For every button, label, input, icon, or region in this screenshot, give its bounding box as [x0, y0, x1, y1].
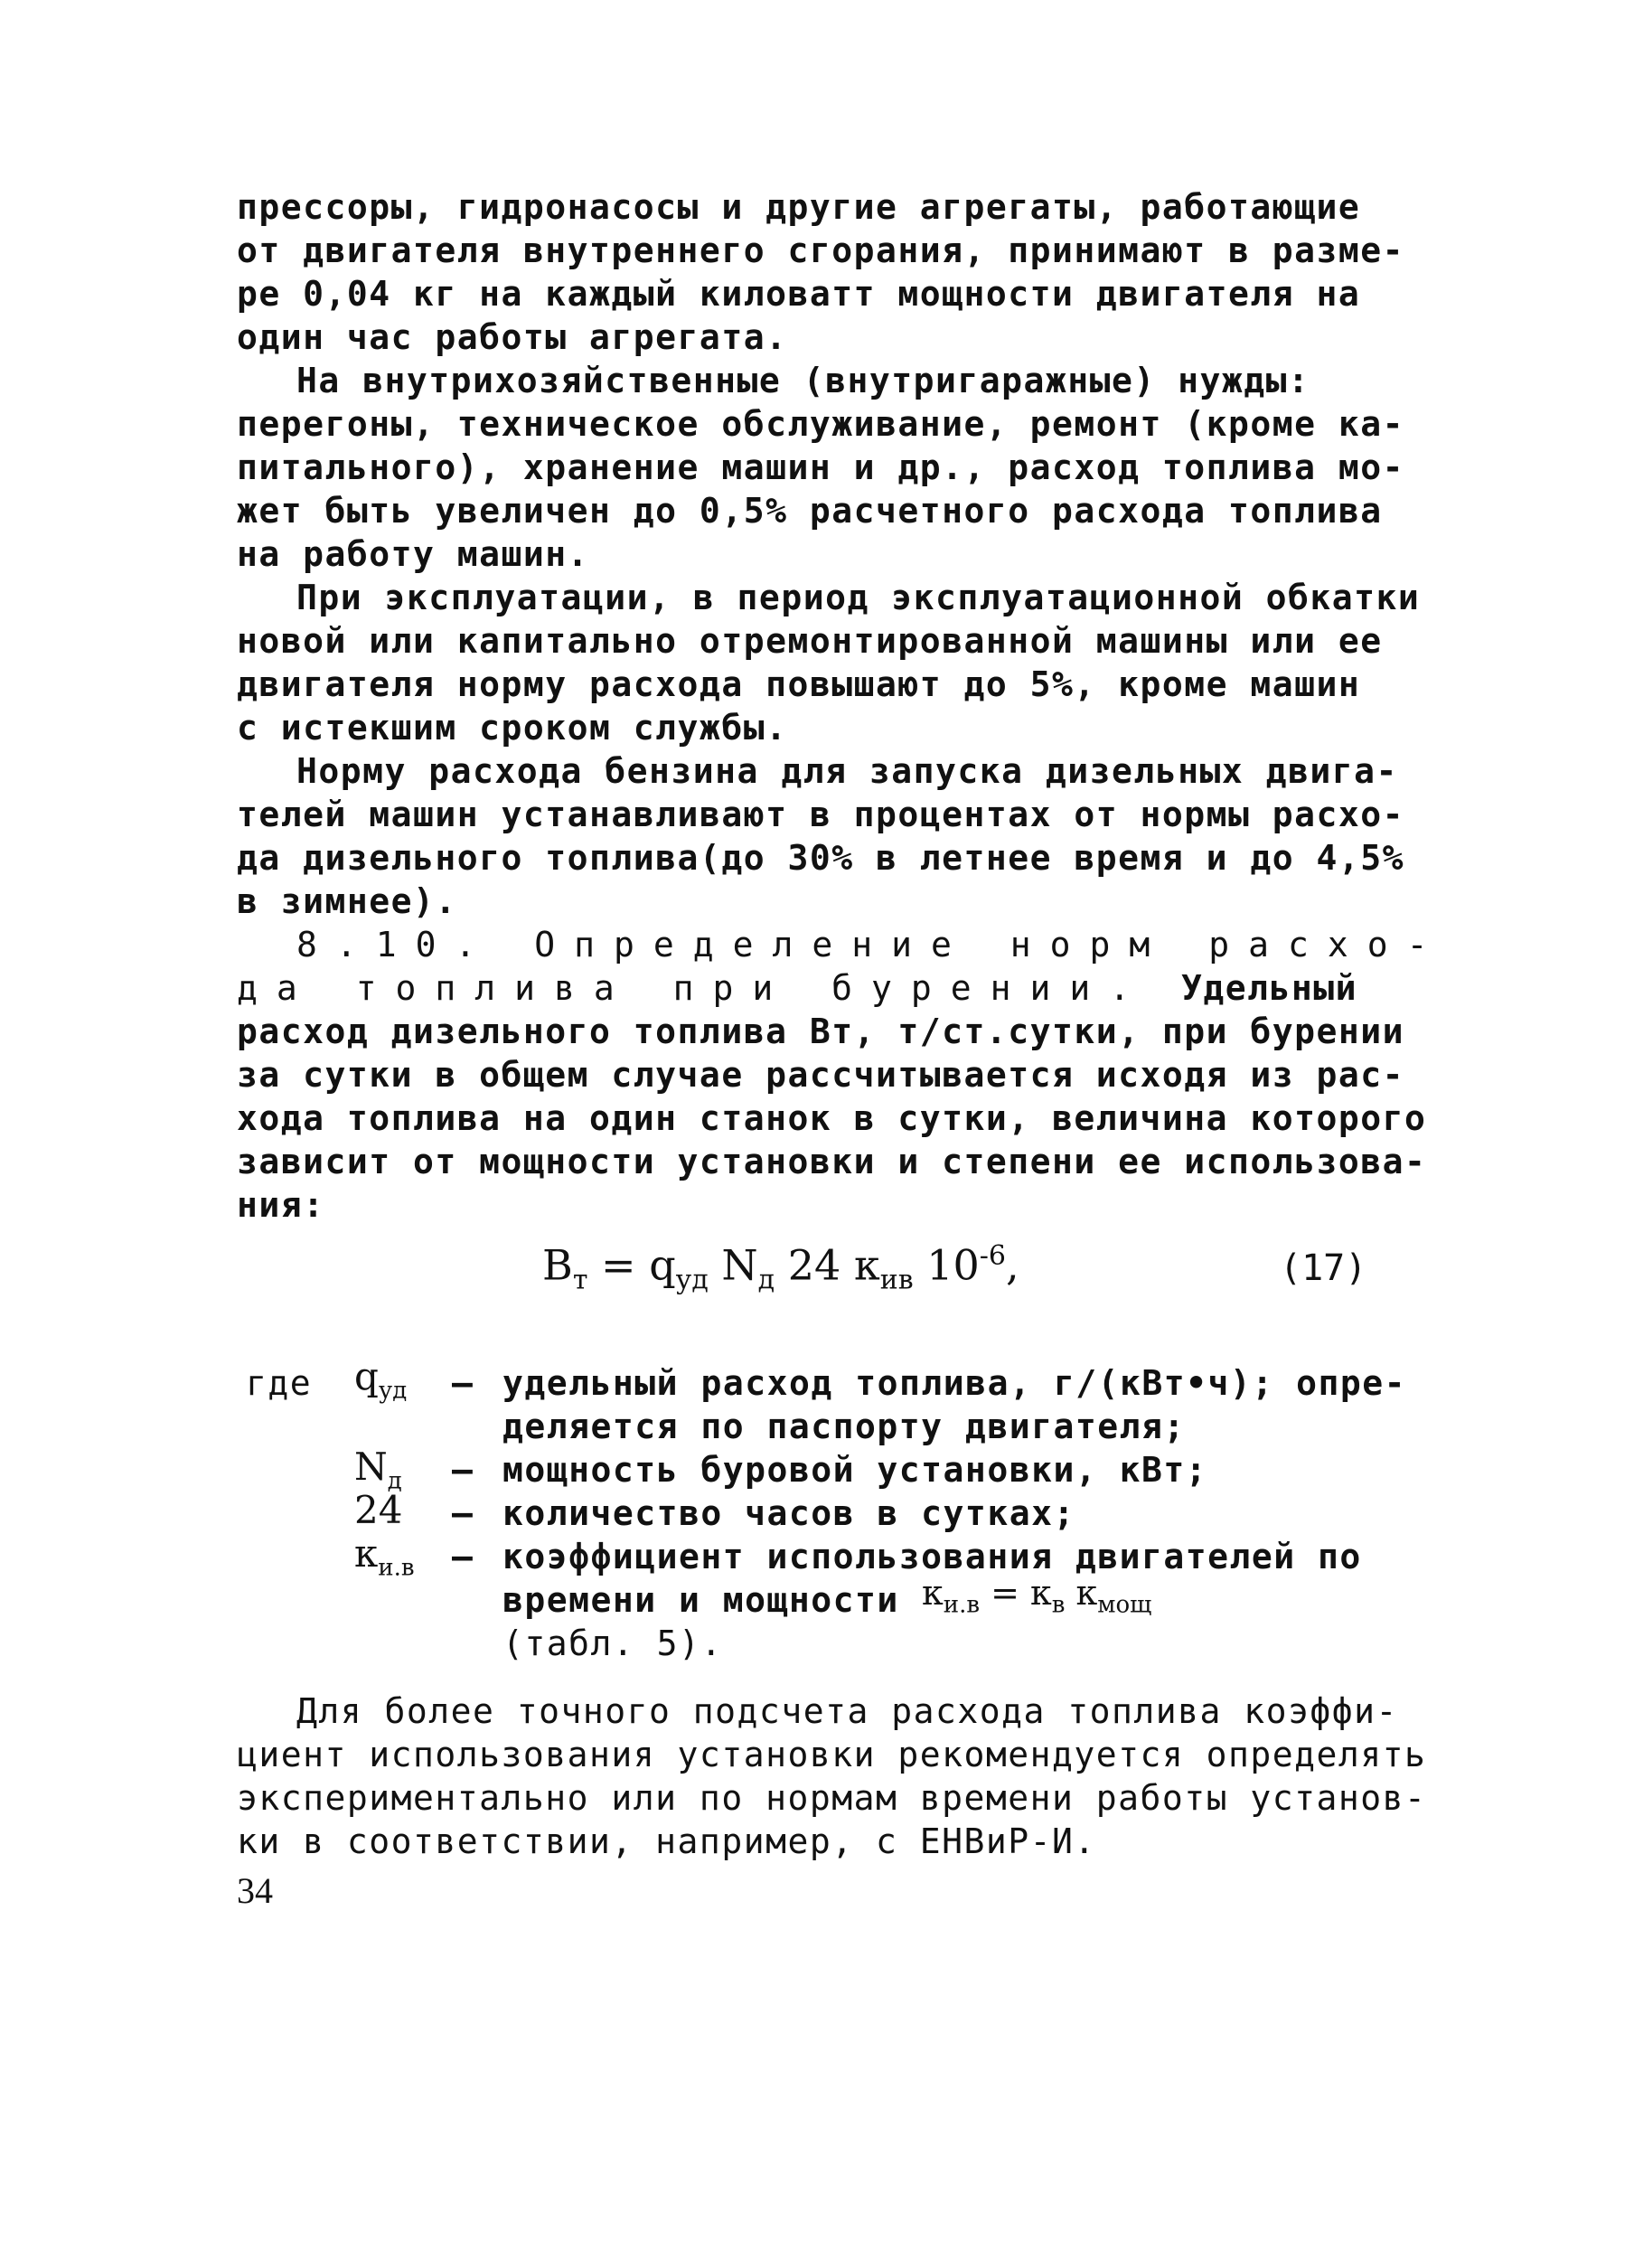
- formula-comma: ,: [1006, 1240, 1019, 1290]
- text-line: ки в соответствии, например, с ЕНВиР-И.: [237, 1821, 1096, 1861]
- text-line: ре 0,04 кг на каждый киловатт мощности двигателя на: [237, 274, 1361, 314]
- formula-lhs: B: [542, 1240, 573, 1290]
- text-line: экспериментально или по нормам времени работы установ-: [237, 1778, 1427, 1818]
- text-line: При эксплуатации, в период эксплуатационной обкатки: [296, 578, 1421, 617]
- text-line: прессоры, гидронасосы и другие агрегаты, работающие: [237, 187, 1361, 227]
- text-line: питального), хранение машин и др., расход топлива мо-: [237, 447, 1405, 487]
- text-line: в зимнее).: [237, 881, 457, 921]
- formula-k-sub: ив: [879, 1264, 914, 1296]
- section-heading-continued: [237, 967, 1357, 1009]
- def-text: удельный расход топлива, г/(кВт•ч); опре-: [502, 1363, 1406, 1403]
- text-line: с истекшим сроком службы.: [237, 708, 788, 748]
- def-text: мощность буровой установки, кВт;: [502, 1450, 1208, 1490]
- text-line: жет быть увеличен до 0,5% расчетного расхода топлива: [237, 491, 1383, 531]
- def-dash: –: [452, 1450, 474, 1490]
- text-line: На внутрихозяйственные (внутригаражные) нужды:: [296, 361, 1310, 400]
- text-line: хода топлива на один станок в сутки, величина которого: [237, 1098, 1427, 1138]
- text-line: от двигателя внутреннего сгорания, принимают в разме-: [237, 231, 1405, 270]
- text-line: телей машин устанавливают в процентах от нормы расхо-: [237, 795, 1405, 834]
- text-line: на работу машин.: [237, 534, 590, 574]
- formula-const: 24: [787, 1240, 841, 1290]
- text-line: Норму расхода бензина для запуска дизельных двига-: [296, 751, 1398, 791]
- text-line: зависит от мощности установки и степени ее использова-: [237, 1142, 1427, 1181]
- def-dash: –: [452, 1537, 474, 1576]
- section-heading: 8.10. Определение норм расхо-: [296, 925, 1447, 965]
- formula-lhs-sub: т: [572, 1264, 588, 1296]
- def-text: времени и мощности: [502, 1580, 899, 1620]
- text-line: один час работы агрегата.: [237, 317, 788, 357]
- formula-q: q: [649, 1240, 676, 1290]
- text-line: Для более точного подсчета расхода топлива коэффи-: [296, 1691, 1398, 1731]
- formula-n: N: [721, 1240, 758, 1290]
- page-number: 34: [237, 1870, 273, 1911]
- text-line: ния:: [237, 1185, 325, 1225]
- def-symbol-n: $N_д$: [354, 1445, 402, 1495]
- def-dash: –: [452, 1363, 474, 1403]
- text-line: да дизельного топлива(до 30% в летнее время и до 4,5%: [237, 838, 1405, 878]
- formula-eq: =: [601, 1240, 636, 1290]
- def-symbol-24: 24: [354, 1488, 403, 1532]
- text-line: за сутки в общем случае рассчитывается исходя из рас-: [237, 1055, 1405, 1095]
- formula-17: [542, 1240, 1019, 1296]
- formula-n-sub: д: [757, 1264, 775, 1296]
- def-text: коэффициент использования двигателей по: [502, 1537, 1362, 1576]
- formula-pow-base: 10: [926, 1240, 980, 1290]
- text-line: перегоны, техническое обслуживание, ремонт (кроме ка-: [237, 404, 1405, 444]
- section-heading-rest: Удельный: [1180, 968, 1357, 1008]
- text-line: двигателя норму расхода повышают до 5%, кроме машин: [237, 664, 1361, 704]
- formula-pow-exp: -6: [979, 1240, 1006, 1272]
- formula-q-sub: уд: [675, 1264, 709, 1296]
- text-line: циент использования установки рекомендуется определять: [237, 1735, 1427, 1774]
- text-line: новой или капитально отремонтированной машины или ее: [237, 621, 1383, 661]
- def-text: деляется по паспорту двигателя;: [502, 1407, 1186, 1446]
- def-symbol-q: $q_{уд}$: [354, 1354, 408, 1405]
- text-line: расход дизельного топлива Bт, т/ст.сутки, при бурении: [237, 1012, 1405, 1051]
- formula-k: к: [853, 1240, 880, 1290]
- def-symbol-k: $к_{и.в}$: [354, 1531, 415, 1582]
- def-text: (табл. 5).: [502, 1623, 723, 1663]
- where-label: где: [246, 1363, 313, 1403]
- k-formula: $к_{и.в} = к_в$ $к_{мощ}$: [922, 1573, 1152, 1619]
- section-heading-spaced: да топлива при бурении.: [237, 968, 1150, 1008]
- equation-number: (17): [1280, 1247, 1367, 1289]
- def-dash: –: [452, 1493, 474, 1533]
- def-text: количество часов в сутках;: [502, 1493, 1075, 1533]
